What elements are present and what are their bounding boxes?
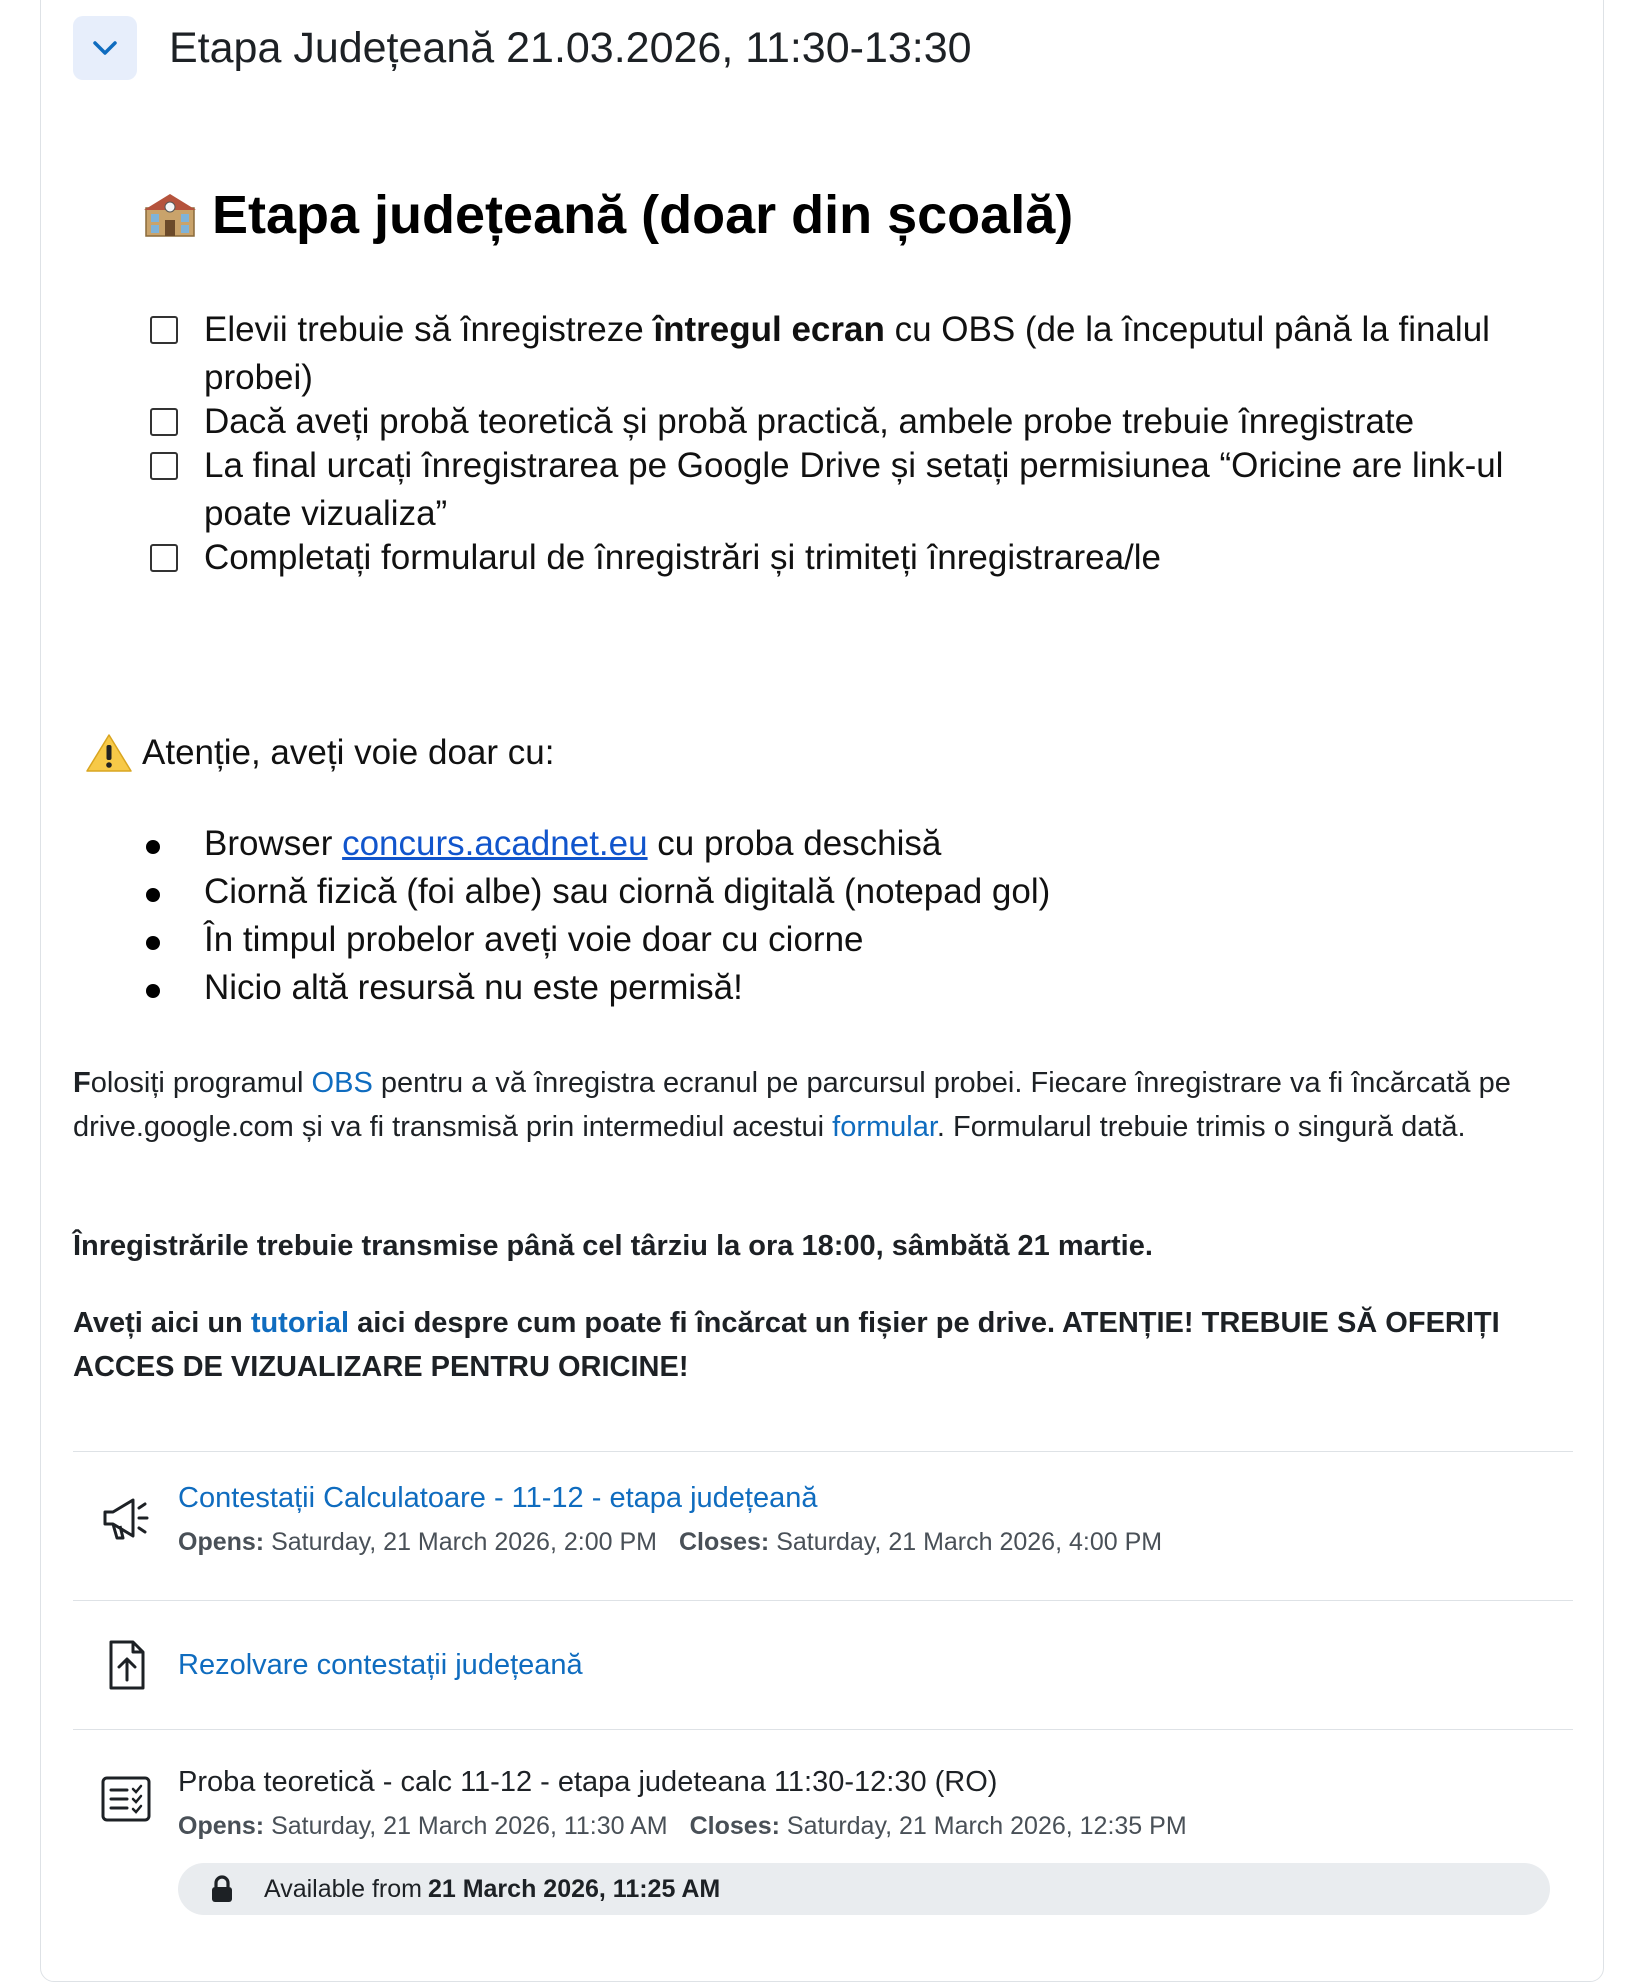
warning-icon xyxy=(86,733,132,773)
checklist-item xyxy=(150,306,1570,402)
file-upload-icon xyxy=(99,1638,153,1692)
closes-value: Saturday, 21 March 2026, 12:35 PM xyxy=(786,1812,1187,1840)
bullet-dot xyxy=(146,984,160,998)
opens-label: Opens: xyxy=(178,1812,265,1840)
para-text: . Formularul trebuie trimis o singură dată. xyxy=(936,1111,1466,1143)
activity-link-rezolvare[interactable]: Rezolvare contestații județeană xyxy=(178,1649,583,1681)
checklist-text: cu OBS (de la începutul până la finalul probei) xyxy=(204,310,1490,397)
para-text: Aveți aici un xyxy=(73,1307,251,1339)
deadline-notice: Înregistrările trebuie transmise până cel târziu la ora 18:00, sâmbătă 21 martie. xyxy=(73,1230,1153,1262)
list-item-text: Nicio altă resursă nu este permisă! xyxy=(204,968,743,1007)
activity-link-contestatii[interactable]: Contestații Calculatoare - 11-12 - etapa județeană xyxy=(178,1482,818,1514)
checklist-item xyxy=(150,442,1570,538)
form-link[interactable]: formular xyxy=(832,1111,937,1143)
checkbox xyxy=(150,408,178,436)
school-building-icon xyxy=(144,192,196,238)
restriction-text: Available from xyxy=(264,1874,422,1903)
attention-text: Atenție, aveți voie doar cu: xyxy=(142,733,555,772)
doc-heading xyxy=(144,184,1073,246)
closes-label: Closes: xyxy=(689,1812,780,1840)
list-item xyxy=(146,868,1050,916)
section-title: Etapa Județeană 21.03.2026, 11:30-13:30 xyxy=(169,23,972,72)
obs-link[interactable]: OBS xyxy=(311,1067,373,1099)
para-text: pentru a vă înregistra ecranul pe parcursul probei. Fiecare înregistrare va fi încărcată pe drive.google.com și va fi transmisă prin intermediul acestui xyxy=(73,1067,1511,1143)
bullet-dot xyxy=(146,888,160,902)
activity-dates xyxy=(178,1528,1162,1557)
checklist-item xyxy=(150,398,1570,446)
list-item xyxy=(146,916,1050,964)
checklist-bold: întregul ecran xyxy=(653,310,885,349)
quiz-icon xyxy=(99,1772,153,1826)
list-item-text: Ciornă fizică (foi albe) sau ciornă digitală (notepad gol) xyxy=(204,872,1051,911)
collapse-toggle-button[interactable] xyxy=(73,16,137,80)
checklist-item xyxy=(150,534,1570,582)
checklist-text: Elevii trebuie să înregistreze xyxy=(204,310,654,349)
doc-heading-text: Etapa județeană (doar din școală) xyxy=(212,185,1074,245)
checklist xyxy=(150,306,1570,584)
checklist-text: Dacă aveți probă teoretică și probă practică, ambele probe trebuie înregistrate xyxy=(204,402,1415,441)
para-text: F xyxy=(73,1067,91,1099)
opens-label: Opens: xyxy=(178,1528,265,1556)
restriction-date: 21 March 2026, 11:25 AM xyxy=(427,1874,721,1903)
checklist-text: La final urcați înregistrarea pe Google Drive și setați permisiunea “Oricine are link-ul poate vizualiza” xyxy=(204,446,1504,533)
list-item xyxy=(146,820,1050,868)
allowed-list xyxy=(146,820,1050,1012)
tutorial-link[interactable]: tutorial xyxy=(250,1307,350,1339)
closes-label: Closes: xyxy=(678,1528,770,1556)
list-item xyxy=(146,964,1050,1012)
checkbox xyxy=(150,452,178,480)
opens-value: Saturday, 21 March 2026, 11:30 AM xyxy=(271,1812,668,1840)
acadnet-link[interactable]: concurs.acadnet.eu xyxy=(342,824,648,863)
obs-instructions xyxy=(73,1061,1573,1149)
list-item-text: În timpul probelor aveți voie doar cu ciorne xyxy=(204,920,864,959)
attention-line xyxy=(86,733,554,773)
para-text: aici despre cum poate fi încărcat un fișier pe drive. ATENȚIE! TREBUIE SĂ OFERIȚI ACCES DE VIZUALIZARE PENTRU ORICINE! xyxy=(73,1307,1500,1383)
activity-link-proba-teoretica[interactable]: Proba teoretică - calc 11-12 - etapa judeteana 11:30-12:30 (RO) xyxy=(178,1766,998,1798)
bullet-dot xyxy=(146,840,160,854)
chevron-down-icon xyxy=(90,38,120,58)
checkbox xyxy=(150,544,178,572)
list-item-text: cu proba deschisă xyxy=(647,824,942,863)
availability-restriction xyxy=(178,1863,1550,1915)
bullet-dot xyxy=(146,936,160,950)
activity-rezolvare xyxy=(73,1601,1573,1729)
para-text: olosiți programul xyxy=(90,1067,312,1099)
section-header xyxy=(73,16,972,80)
lock-icon xyxy=(210,1875,234,1903)
megaphone-icon xyxy=(99,1492,153,1546)
checklist-text: Completați formularul de înregistrări și trimiteți înregistrarea/le xyxy=(204,538,1161,577)
closes-value: Saturday, 21 March 2026, 4:00 PM xyxy=(776,1528,1163,1556)
activity-contestatii xyxy=(73,1452,1573,1600)
list-item-text: Browser xyxy=(204,824,343,863)
tutorial-notice xyxy=(73,1301,1573,1389)
checkbox xyxy=(150,316,178,344)
opens-value: Saturday, 21 March 2026, 2:00 PM xyxy=(271,1528,657,1556)
activity-dates xyxy=(178,1812,1187,1841)
